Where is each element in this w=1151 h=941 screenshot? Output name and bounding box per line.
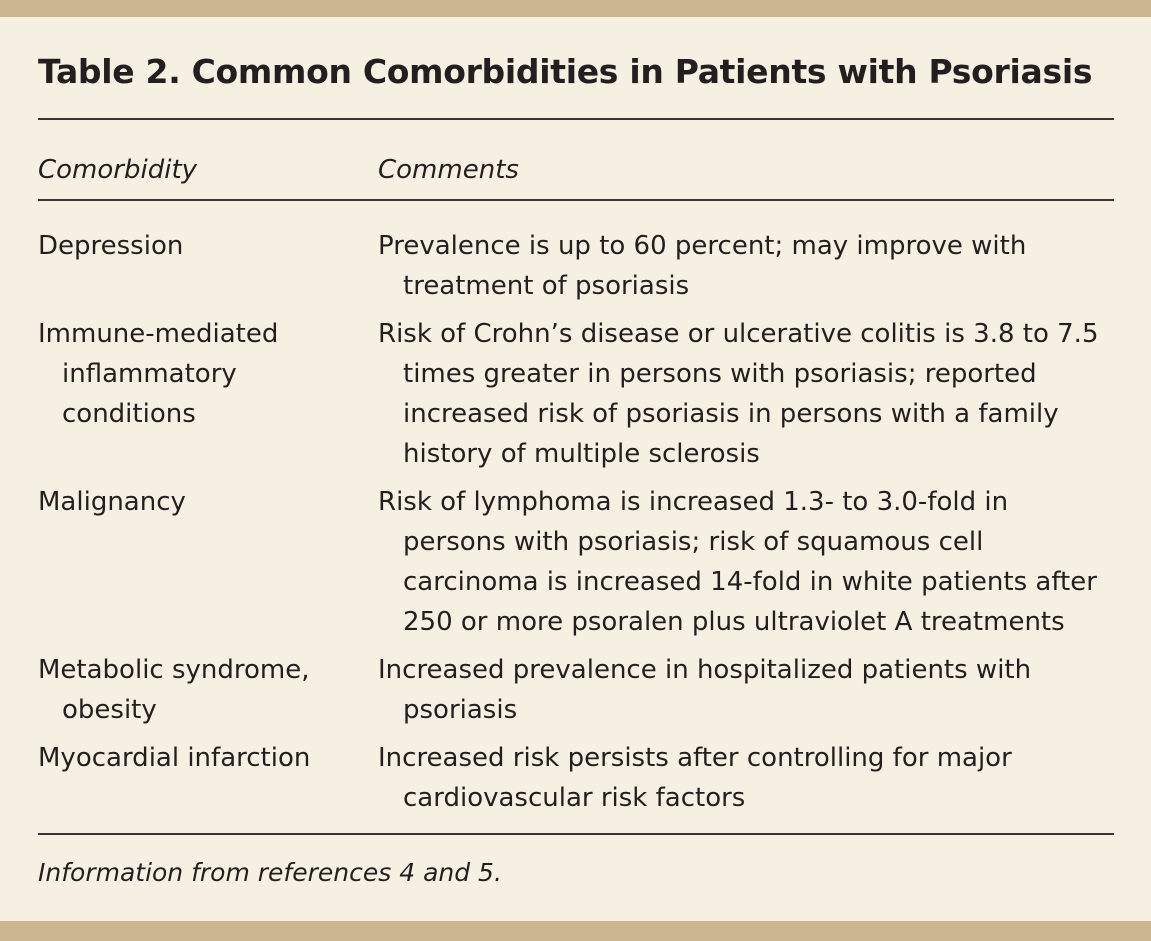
- comments-cell: Increased prevalence in hospitalized patients with psoriasis: [378, 655, 1032, 725]
- bottom-decorative-band: [0, 921, 1151, 941]
- comments-cell: Risk of Crohn’s disease or ulcerative colitis is 3.8 to 7.5 times greater in persons with psoriasis; reported increased risk of psoriasis in persons with a family history of multiple sclerosis: [378, 319, 1099, 469]
- table-body: [38, 226, 1114, 826]
- title-divider: [38, 118, 1114, 120]
- comorbidity-cell: Malignancy: [38, 487, 186, 517]
- top-decorative-band: [0, 0, 1151, 17]
- comorbidity-cell: Metabolic syndrome, obesity: [38, 655, 310, 725]
- table-row: [38, 650, 1114, 730]
- comments-cell: Increased risk persists after controlling for major cardiovascular risk factors: [378, 743, 1012, 813]
- comorbidity-cell: Depression: [38, 231, 184, 261]
- comments-cell: Risk of lymphoma is increased 1.3- to 3.0-fold in persons with psoriasis; risk of squamous cell carcinoma is increased 14-fold in white patients after 250 or more psoralen plus ultraviolet A treatments: [378, 487, 1097, 637]
- header-divider: [38, 199, 1114, 201]
- table-title: Table 2. Common Comorbidities in Patients with Psoriasis: [38, 52, 1093, 91]
- comorbidity-cell: Myocardial infarction: [38, 743, 311, 773]
- footer-divider: [38, 833, 1114, 835]
- table-row: [38, 738, 1114, 818]
- table-row: [38, 314, 1114, 474]
- column-header-comorbidity: Comorbidity: [38, 155, 198, 185]
- column-header-comments: Comments: [378, 155, 519, 185]
- table-row: [38, 482, 1114, 642]
- table-footnote: Information from references 4 and 5.: [38, 858, 502, 887]
- comorbidity-cell: Immune-mediated inflammatory conditions: [38, 319, 279, 429]
- comments-cell: Prevalence is up to 60 percent; may improve with treatment of psoriasis: [378, 231, 1027, 301]
- table-row: [38, 226, 1114, 306]
